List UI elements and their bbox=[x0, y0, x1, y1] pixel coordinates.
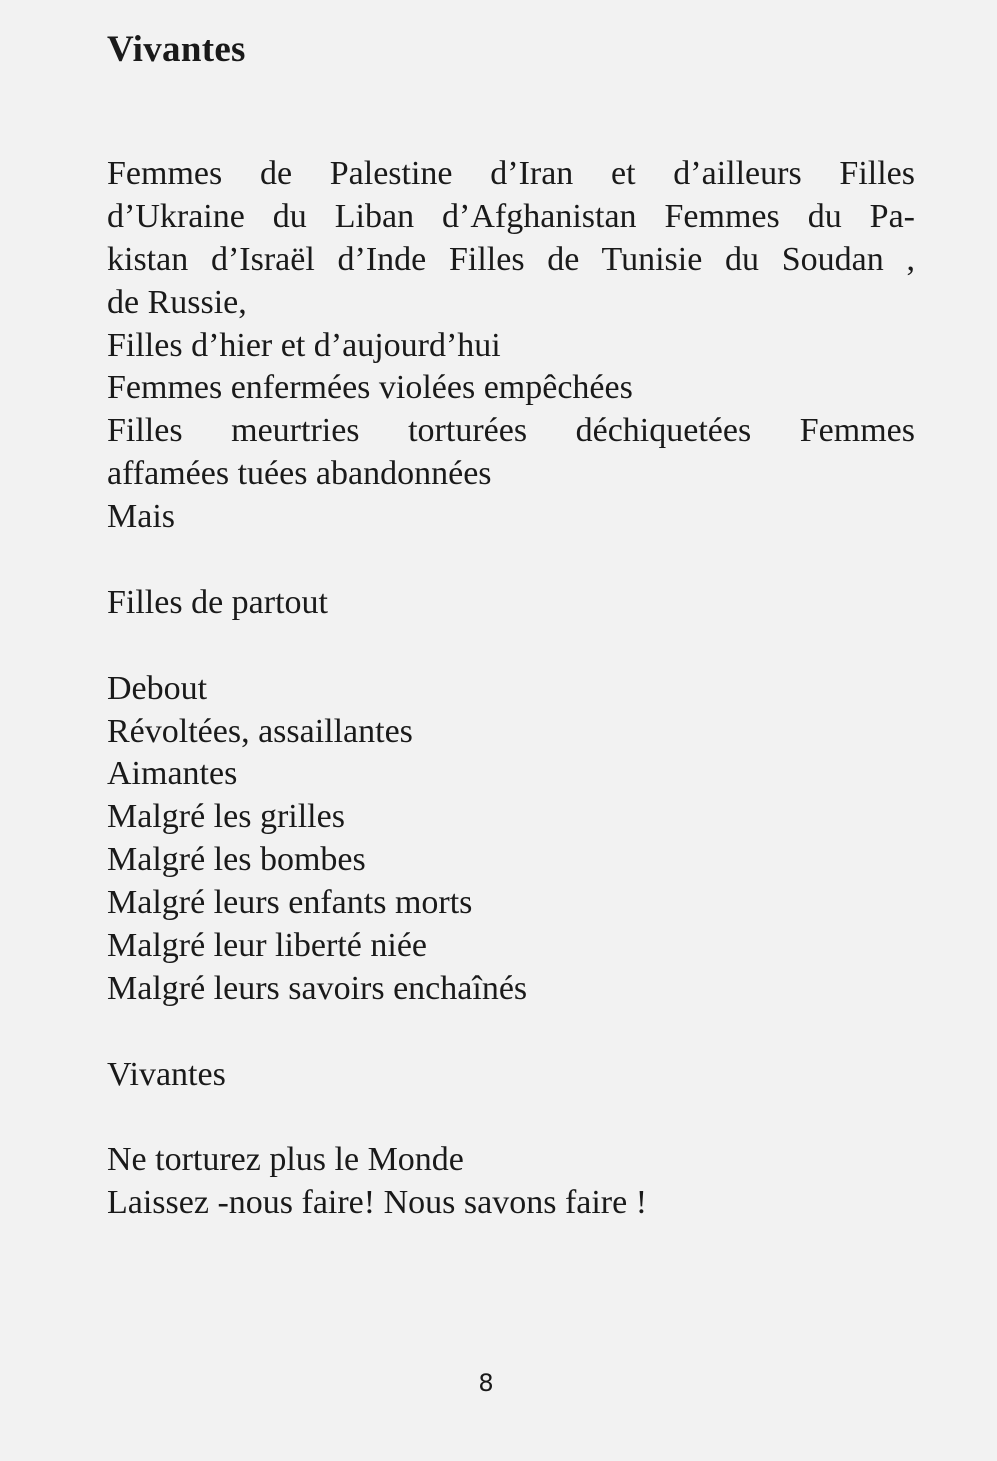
stanza-2 bbox=[107, 582, 915, 625]
stanza-break bbox=[107, 1097, 915, 1140]
poem-line: Malgré leurs savoirs enchaînés bbox=[107, 969, 528, 1007]
poem-title: Vivantes bbox=[107, 29, 246, 70]
poem-line: Filles de partout bbox=[107, 583, 328, 621]
poem-line: Aimantes bbox=[107, 755, 238, 793]
poem-line: Malgré les bombes bbox=[107, 841, 366, 879]
stanza-1 bbox=[107, 153, 915, 539]
poem-line: Femmes enfermées violées empêchées bbox=[107, 369, 633, 407]
poem-line: kistan d’Israël d’Inde Filles de Tunisie du Soudan , bbox=[107, 240, 915, 278]
poem-line: Mais bbox=[107, 498, 175, 536]
stanza-5 bbox=[107, 1139, 915, 1225]
poem-line: Debout bbox=[107, 669, 208, 707]
stanza-3 bbox=[107, 668, 915, 1011]
stanza-4 bbox=[107, 1054, 915, 1097]
stanza-break bbox=[107, 625, 915, 668]
poem-line: Ne torturez plus le Monde bbox=[107, 1141, 464, 1179]
poem-line: de Russie, bbox=[107, 283, 247, 321]
poem-line: Filles meurtries torturées déchiquetées Femmes bbox=[107, 412, 915, 450]
poem-line: Révoltées, assaillantes bbox=[107, 712, 413, 750]
stanza-break bbox=[107, 539, 915, 582]
poem-line: affamées tuées abandonnées bbox=[107, 455, 492, 493]
poem-line: Malgré les grilles bbox=[107, 798, 345, 836]
poem-line: Vivantes bbox=[107, 1055, 226, 1093]
poem-line: Malgré leur liberté niée bbox=[107, 927, 428, 965]
stanza-break bbox=[107, 1011, 915, 1054]
poem-line: Filles d’hier et d’aujourd’hui bbox=[107, 326, 501, 364]
poem-line: Femmes de Palestine d’Iran et d’ailleurs Filles bbox=[107, 155, 915, 192]
poem-line: Laissez -nous faire! Nous savons faire ! bbox=[107, 1184, 648, 1222]
page-number: 8 bbox=[478, 1369, 494, 1397]
poem-line: Malgré leurs enfants morts bbox=[107, 884, 473, 922]
poem-line: d’Ukraine du Liban d’Afghanistan Femmes du Pa- bbox=[107, 197, 915, 235]
poem-body bbox=[107, 153, 915, 1225]
